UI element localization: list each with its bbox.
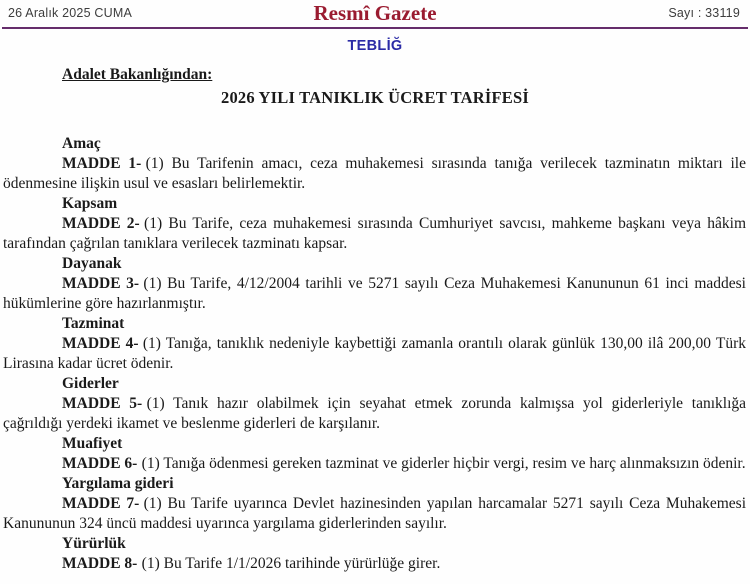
tariff-section	[3, 194, 746, 254]
section-text: (1) Tanığa ödenmesi gereken tazminat ve giderler hiçbir vergi, resim ve harç alınmaksızın ödenir.	[141, 455, 746, 472]
masthead	[0, 0, 750, 27]
issuing-authority: Adalet Bakanlığından:	[62, 66, 213, 83]
masthead-divider	[2, 27, 748, 29]
section-heading: Amaç	[62, 135, 101, 152]
section-paragraph	[3, 214, 746, 254]
madde-label: MADDE 8-	[62, 555, 138, 572]
category-label: TEBLİĞ	[347, 38, 403, 54]
section-text: (1) Bu Tarife uyarınca Devlet hazinesinden yapılan harcamalar 5271 sayılı Ceza Muhakemesi Kanununun 324 üncü maddesi uyarınca yargılama giderlerinden sayılır.	[3, 495, 746, 532]
section-text: (1) Bu Tarife, ceza muhakemesi sırasında Cumhuriyet savcısı, mahkeme başkanı veya hâkim tarafından çağrılan tanıklara verilecek tazminatı kapsar.	[3, 215, 746, 252]
section-heading: Dayanak	[62, 255, 122, 272]
section-heading: Muafiyet	[62, 435, 123, 452]
section-heading: Yargılama gideri	[62, 475, 174, 492]
madde-label: MADDE 4-	[62, 335, 139, 352]
section-paragraph	[3, 394, 746, 434]
madde-label: MADDE 5-	[62, 395, 143, 412]
section-text: (1) Bu Tarife, 4/12/2004 tarihli ve 5271 sayılı Ceza Muhakemesi Kanununun 61 inci maddesi hükümlerine göre hazırlanmıştır.	[3, 275, 746, 312]
sections-container	[3, 134, 746, 574]
section-paragraph	[3, 334, 746, 374]
document-title: 2026 YILI TANIKLIK ÜCRET TARİFESİ	[221, 88, 529, 107]
section-heading: Kapsam	[62, 195, 118, 212]
section-text: (1) Bu Tarife 1/1/2026 tarihinde yürürlüğe girer.	[141, 555, 441, 572]
gazette-issue-number: Sayı : 33119	[668, 6, 740, 20]
section-paragraph	[3, 274, 746, 314]
section-heading: Yürürlük	[62, 535, 126, 552]
tariff-section	[3, 374, 746, 434]
section-text: (1) Tanık hazır olabilmek için seyahat etmek zorunda kalmışsa yol giderleriyle tanıklığa çağrıldığı yerdeki ikamet ve beslenme giderleri de karşılanır.	[3, 395, 747, 432]
tariff-section	[3, 434, 746, 474]
tariff-section	[3, 474, 746, 534]
section-paragraph	[3, 154, 746, 194]
section-heading: Tazminat	[62, 315, 125, 332]
madde-label: MADDE 6-	[62, 455, 138, 472]
section-text: (1) Tanığa, tanıklık nedeniyle kaybettiği zamanla orantılı olarak günlük 130,00 ilâ 200,00 Türk Lirasına kadar ücret ödenir.	[3, 335, 746, 372]
section-paragraph	[3, 494, 746, 534]
section-paragraph	[3, 554, 746, 574]
tariff-section	[3, 534, 746, 574]
section-heading: Giderler	[62, 375, 119, 392]
section-paragraph	[3, 454, 746, 474]
madde-label: MADDE 7-	[62, 495, 140, 512]
gazette-date: 26 Aralık 2025 CUMA	[8, 6, 132, 20]
section-text: (1) Bu Tarifenin amacı, ceza muhakemesi sırasında tanığa verilecek tazminatın miktarı ile ödenmesine ilişkin usul ve esasları belirlemektir.	[3, 155, 746, 192]
tariff-section	[3, 254, 746, 314]
tariff-section	[3, 134, 746, 194]
tariff-section	[3, 314, 746, 374]
madde-label: MADDE 3-	[62, 275, 140, 292]
madde-label: MADDE 2-	[62, 215, 140, 232]
madde-label: MADDE 1-	[62, 155, 142, 172]
gazette-title: Resmî Gazete	[313, 1, 437, 25]
